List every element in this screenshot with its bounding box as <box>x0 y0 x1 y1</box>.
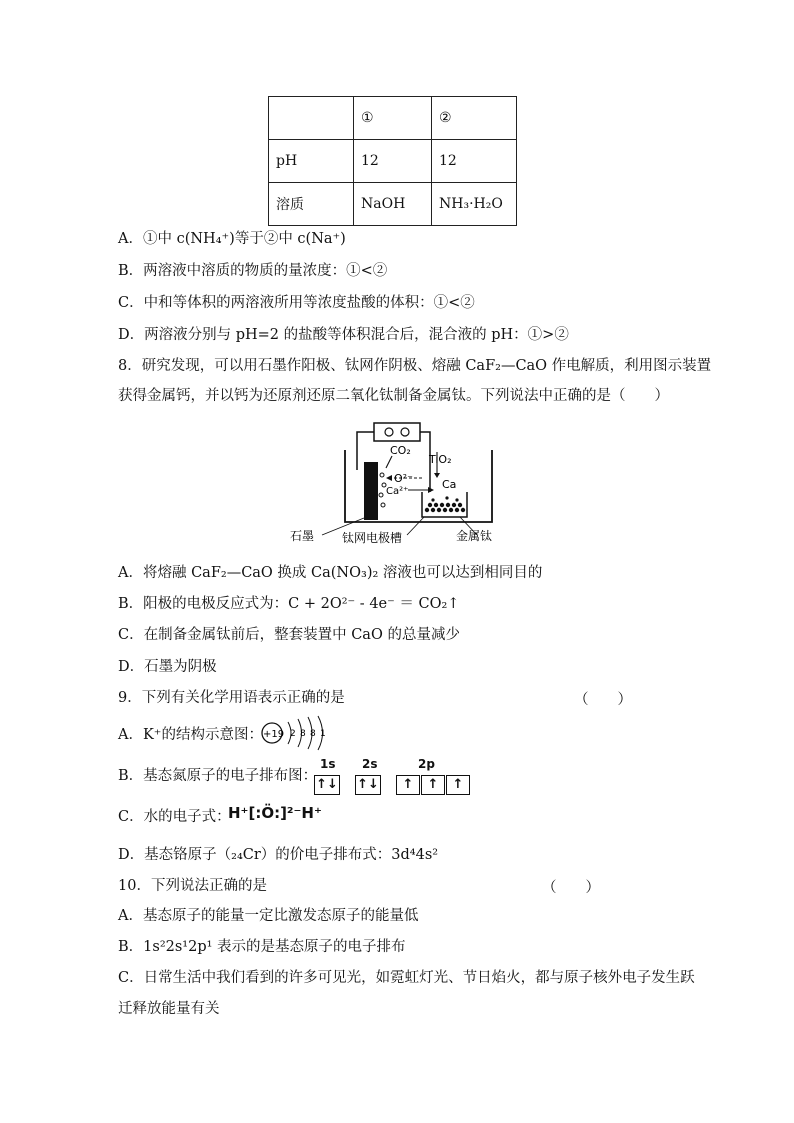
table-cell: 12 <box>432 140 517 183</box>
tio2-label: TiO₂ <box>429 453 452 466</box>
orbital-box-1s: ↑↓ <box>314 775 340 795</box>
table-cell: ① <box>354 97 432 140</box>
q10-stem: 10．下列说法正确的是 <box>118 878 267 894</box>
power-source-icon <box>374 423 420 441</box>
table-cell <box>269 97 354 140</box>
q8-option-d: D．石墨为阴极 <box>118 659 217 675</box>
q8-option-c: C．在制备金属钛前后，整套装置中 CaO 的总量减少 <box>118 627 460 643</box>
titanium-metal-label: 金属钛 <box>456 529 493 543</box>
co2-label: CO₂ <box>390 444 411 457</box>
shell-electron-count: 2 <box>290 729 296 739</box>
titanium-mesh-label: 钛网电极槽 <box>342 531 403 545</box>
q10-option-c-line2: 迁释放能量有关 <box>118 1001 220 1017</box>
q7-option-a: A．①中 c(NH₄⁺)等于②中 c(Na⁺) <box>118 231 346 247</box>
q9-option-c: C．水的电子式： <box>118 809 231 825</box>
q8-option-a: A．将熔融 CaF₂—CaO 换成 Ca(NO₃)₂ 溶液也可以达到相同目的 <box>118 565 543 581</box>
graphite-label: 石墨 <box>290 529 315 543</box>
q9-option-b: B．基态氮原子的电子排布图： <box>118 768 318 784</box>
orbital-label-2p: 2p <box>418 757 435 771</box>
q9-option-d: D．基态铬原子（₂₄Cr）的价电子排布式：3d⁴4s² <box>118 847 439 863</box>
orbital-box-2s: ↑↓ <box>355 775 381 795</box>
table-row <box>269 140 517 183</box>
q10-answer-parentheses: （ ） <box>542 880 600 896</box>
table-cell: 12 <box>354 140 432 183</box>
shell-electron-count: 1 <box>320 729 326 739</box>
q7-option-b: B．两溶液中溶质的物质的量浓度：①<② <box>118 263 388 279</box>
data-table <box>268 96 517 226</box>
q8-stem-line2: 获得金属钙，并以钙为还原剂还原二氧化钛制备金属钛。下列说法中正确的是（ ） <box>118 388 669 404</box>
q7-option-d: D．两溶液分别与 pH=2 的盐酸等体积混合后，混合液的 pH：①>② <box>118 327 569 343</box>
potassium-ion-structure-diagram <box>258 714 330 752</box>
table-cell: pH <box>269 140 354 183</box>
oxide-ion-label: O²⁻ <box>394 472 413 485</box>
shell-electron-count: 8 <box>300 729 306 739</box>
nitrogen-orbital-diagram <box>314 757 471 795</box>
table-row <box>269 183 517 226</box>
calcium-ion-label: Ca²⁺ <box>386 486 409 497</box>
q7-option-c: C．中和等体积的两溶液所用等浓度盐酸的体积：①<② <box>118 295 475 311</box>
q8-option-b: B．阳极的电极反应式为：C + 2O²⁻ - 4e⁻ ＝ CO₂↑ <box>118 596 460 612</box>
q10-option-c-line1: C．日常生活中我们看到的许多可见光，如霓虹灯光、节日焰火，都与原子核外电子发生跃 <box>118 970 695 986</box>
water-electron-formula: H⁺[:Ö:]²⁻H⁺ <box>228 804 322 822</box>
table-row <box>269 97 517 140</box>
q9-option-a: A．K⁺的结构示意图： <box>118 727 263 743</box>
q10-option-b: B．1s²2s¹2p¹ 表示的是基态原子的电子排布 <box>118 939 406 955</box>
q10-option-a: A．基态原子的能量一定比激发态原子的能量低 <box>118 908 419 924</box>
nucleus-charge: +19 <box>263 729 285 740</box>
graphite-electrode <box>364 462 378 520</box>
orbital-box-2p: ↑ <box>421 775 445 795</box>
shell-electron-count: 8 <box>310 729 316 739</box>
orbital-box-2p: ↑ <box>396 775 420 795</box>
orbital-label-2s: 2s <box>362 757 378 771</box>
electrolysis-apparatus-figure <box>282 420 512 545</box>
orbital-label-1s: 1s <box>320 757 336 771</box>
q8-stem-line1: 8．研究发现，可以用石墨作阳极、钛网作阴极、熔融 CaF₂—CaO 作电解质，利用图示装置 <box>118 358 712 374</box>
calcium-label: Ca <box>442 478 457 491</box>
table-cell: 溶质 <box>269 183 354 226</box>
q9-stem: 9．下列有关化学用语表示正确的是 <box>118 690 345 706</box>
orbital-box-2p: ↑ <box>446 775 470 795</box>
q9-answer-parentheses: （ ） <box>574 692 632 708</box>
table-cell: ② <box>432 97 517 140</box>
table-cell: NH₃·H₂O <box>432 183 517 226</box>
table-cell: NaOH <box>354 183 432 226</box>
